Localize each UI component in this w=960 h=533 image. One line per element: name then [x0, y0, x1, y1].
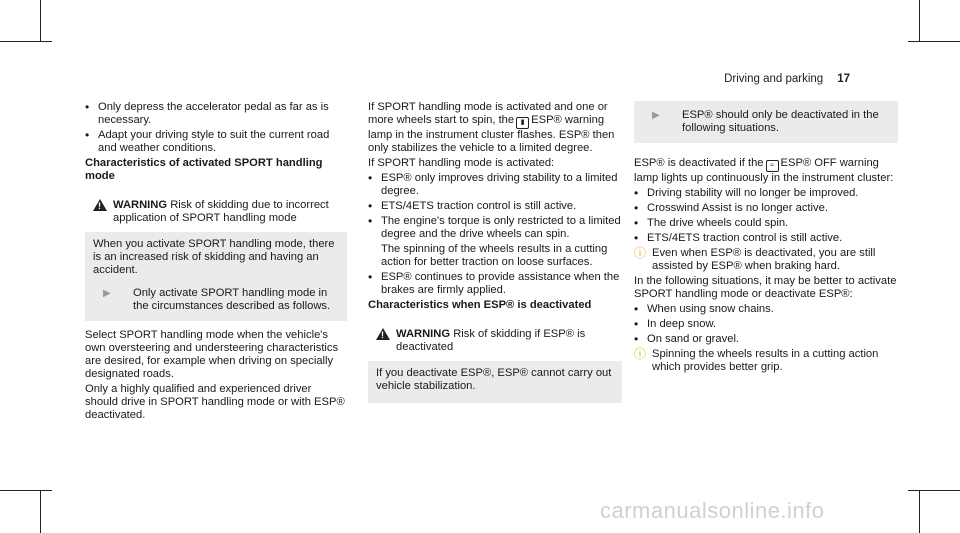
- crop-mark: [919, 490, 920, 533]
- list-item: • Driving stability will no longer be improved.: [634, 187, 898, 200]
- list-item: • ETS/4ETS traction control is still active.: [368, 200, 622, 213]
- list-item: • The drive wheels could spin.: [634, 217, 898, 230]
- list-item: • In deep snow.: [634, 318, 898, 331]
- esp-off-car-icon: ≈: [766, 160, 779, 172]
- section-title: Driving and parking: [724, 73, 824, 85]
- note: [634, 247, 898, 273]
- warning-box: [368, 318, 622, 403]
- paragraph: Select SPORT handling mode when the vehicle's own oversteering and understeering characteristics are desired, for example when driving on specially designated roads.: [85, 329, 339, 380]
- warning-label: WARNING: [396, 328, 451, 340]
- info-icon: ⓘ: [634, 347, 647, 361]
- crop-mark: [40, 490, 41, 533]
- warning-text: Risk of skidding due to incorrect application of SPORT handling mode: [113, 199, 329, 224]
- list-item: • Only depress the accelerator pedal as far as is necessary.: [85, 101, 347, 127]
- note: [634, 348, 898, 374]
- crop-mark: [919, 0, 920, 42]
- list-item: • Crosswind Assist is no longer active.: [634, 202, 898, 215]
- bullet-list: [368, 172, 622, 297]
- step-arrow-icon: ▶: [652, 110, 660, 121]
- page-number: 17: [837, 73, 850, 85]
- list-item: • ESP® continues to provide assistance when the brakes are firmly applied.: [368, 271, 622, 297]
- warning-label: WARNING: [113, 199, 168, 211]
- section-heading: Characteristics when ESP® is deactivated: [368, 299, 592, 311]
- warning-body: When you activate SPORT handling mode, there is an increased risk of skidding and having an accident.: [93, 238, 335, 276]
- bullet-list: [85, 101, 347, 155]
- warning-step: ESP® should only be deactivated in the following situations.: [682, 109, 879, 134]
- list-item: • ETS/4ETS traction control is still active.: [634, 232, 898, 245]
- watermark: carmanualsonline.info: [600, 498, 825, 523]
- note-text: Spinning the wheels results in a cutting action which provides better grip.: [652, 348, 879, 373]
- sub-paragraph: The spinning of the wheels results in a cutting action for better traction on loose surfaces.: [381, 243, 608, 268]
- list-item: • ESP® only improves driving stability to a limited degree.: [368, 172, 622, 198]
- esp-warning-car-icon: ▮: [516, 117, 529, 129]
- list-item: • On sand or gravel.: [634, 333, 898, 346]
- crop-mark: [0, 490, 52, 491]
- warning-text: Risk of skidding if ESP® is deactivated: [396, 328, 586, 353]
- warning-box: [85, 189, 347, 321]
- crop-mark: [40, 0, 41, 42]
- section-heading: Characteristics of activated SPORT handling mode: [85, 157, 323, 182]
- crop-mark: [0, 41, 52, 42]
- paragraph: If SPORT handling mode is activated:: [368, 157, 555, 169]
- column-3: [634, 101, 898, 376]
- warning-step: Only activate SPORT handling mode in the circumstances described as follows.: [133, 287, 331, 312]
- column-2: [368, 101, 622, 411]
- list-item: • Adapt your driving style to suit the current road and weather conditions.: [85, 129, 347, 155]
- list-item: • When using snow chains.: [634, 303, 898, 316]
- warning-icon: [93, 199, 107, 211]
- bullet-list: [634, 187, 898, 245]
- paragraph: If SPORT handling mode is activated and one or more wheels start to spin, the ▮ ESP® warning lamp in the instrument cluster flashes. ESP® then only stabilizes the vehicle to a limited degree.: [368, 101, 615, 154]
- paragraph: In the following situations, it may be better to activate SPORT handling mode or deactivate ESP®:: [634, 275, 897, 300]
- paragraph: ESP® is deactivated if the ≈ ESP® OFF warning lamp lights up continuously in the instrument cluster:: [634, 157, 894, 184]
- info-icon: ⓘ: [634, 246, 647, 260]
- crop-mark: [908, 41, 960, 42]
- list-item: • The engine's torque is only restricted to a limited degree and the drive wheels can spin. The spinning of the wheels results in a cutting action for better traction on loose surfaces.: [368, 215, 622, 269]
- page-header: [724, 73, 850, 86]
- note-text: Even when ESP® is deactivated, you are still assisted by ESP® when braking hard.: [652, 247, 876, 272]
- warning-box-continued: [634, 101, 898, 143]
- step-arrow-icon: ▶: [103, 288, 111, 299]
- column-1: [85, 101, 347, 424]
- warning-icon: [376, 328, 390, 340]
- bullet-list: [634, 303, 898, 346]
- warning-body: If you deactivate ESP®, ESP® cannot carry out vehicle stabilization.: [376, 367, 612, 392]
- paragraph: Only a highly qualified and experienced driver should drive in SPORT handling mode or with ESP® deactivated.: [85, 383, 345, 421]
- crop-mark: [908, 490, 960, 491]
